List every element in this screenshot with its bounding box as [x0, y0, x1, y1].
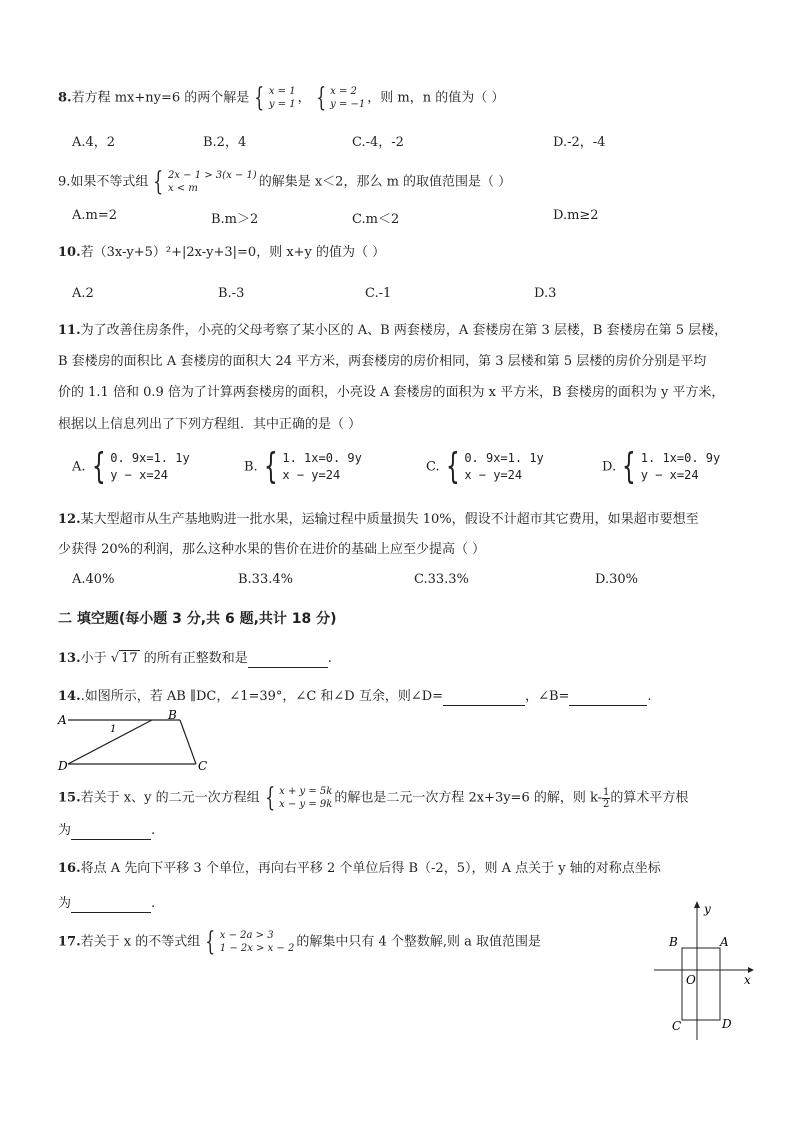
q12-option-b: B.33.4% — [238, 572, 293, 587]
label-y: y — [704, 902, 711, 916]
label-b: B — [168, 708, 177, 722]
q15-end: . — [151, 823, 156, 838]
q15-line-1 — [58, 785, 688, 811]
q12-option-d: D.30% — [595, 572, 638, 587]
q9-option-a: A.m=2 — [72, 208, 118, 223]
q8-option-b: B.2，4 — [203, 135, 247, 150]
q14-text-b: ，∠B= — [525, 689, 570, 704]
q15-sys-row2: x − y = 9k — [279, 799, 333, 810]
q11-option-b-label: B. — [244, 459, 258, 475]
q11-c-row2: x − y=24 — [464, 468, 523, 482]
q11-option-a — [72, 446, 192, 487]
q11-option-b — [244, 446, 364, 487]
q15-system: { x + y = 5k x − y = 9k — [264, 783, 333, 813]
q17-stem — [58, 929, 541, 955]
segment-bc — [180, 720, 196, 764]
q13-text-a: 小于 — [80, 651, 107, 666]
q9-text-b: 的解集是 x＜2，那么 m 的取值范围是（ ） — [258, 174, 512, 190]
q15-number: 15. — [58, 790, 81, 806]
q12-line-1-text: 某大型超市从生产基地购进一批水果，运输过程中质量损失 10%，假设不计超市其它费用，如果超市要想至 — [80, 512, 699, 527]
q8-text-b: ，则 m，n 的值为（ ） — [367, 90, 505, 106]
y-axis-arrow-icon — [694, 901, 700, 908]
q13-number: 13. — [58, 651, 81, 666]
q11-option-c — [426, 446, 546, 487]
q17-system: { x − 2a > 3 1 − 2x > x − 2 — [205, 927, 295, 957]
q16-line-1 — [58, 860, 661, 878]
q16-number: 16. — [58, 861, 81, 876]
q8-stem — [58, 85, 504, 111]
q10-option-a: A.2 — [72, 286, 94, 301]
q9-sys-row2: x < m — [167, 183, 198, 194]
q11-d-row1: 1. 1x=0. 9y — [640, 451, 721, 465]
q11-option-b-system: { 1. 1x=0. 9y x − y=24 — [264, 446, 362, 487]
q10-option-b: B.-3 — [218, 286, 245, 301]
q8-option-c: C.-4，-2 — [352, 135, 404, 150]
q17-text-b: 的解集中只有 4 个整数解,则 a 取值范围是 — [296, 934, 542, 950]
q8-sep: ， — [297, 90, 311, 106]
label-angle-1: 1 — [110, 724, 117, 735]
q15-line2-text: 为 — [58, 823, 72, 838]
label-origin: O — [686, 973, 696, 987]
q17-number: 17. — [58, 934, 81, 950]
q12-number: 12. — [58, 512, 81, 527]
label-x: x — [744, 973, 751, 987]
q14-answer-blank-b[interactable] — [569, 691, 647, 706]
q11-b-row2: x − y=24 — [282, 468, 341, 482]
q9-system: { 2x − 1 > 3(x − 1) x < m — [153, 167, 257, 197]
section-title-fill-in: 二 填空题(每小题 3 分,共 6 题,共计 18 分) — [58, 611, 337, 627]
q9-number: 9. — [58, 174, 71, 190]
q8-sys1-row1: x = 1 — [268, 86, 296, 97]
q10-number: 10. — [58, 245, 81, 260]
label-point-c: C — [672, 1019, 682, 1033]
q9-option-b: B.m＞2 — [211, 212, 259, 227]
q17-text-a: 若关于 x 的不等式组 — [80, 934, 201, 950]
q11-a-row2: y − x=24 — [110, 468, 169, 482]
q8-text-a: 若方程 mx+ny=6 的两个解是 — [71, 90, 250, 106]
label-point-a: A — [720, 935, 729, 949]
q14-trapezoid-figure — [56, 708, 206, 774]
q8-number: 8. — [58, 90, 72, 106]
q11-number: 11. — [58, 323, 81, 338]
q13-stem: 13.小于 √ 17 的所有正整数和是 . — [58, 651, 332, 666]
q14-stem — [58, 688, 652, 706]
q11-d-row2: y − x=24 — [640, 468, 699, 482]
q14-answer-blank-d[interactable] — [443, 691, 525, 706]
coordinate-figure — [652, 898, 756, 1044]
label-d: D — [58, 759, 68, 773]
q15-text-c: 的算术平方根 — [610, 790, 689, 806]
q12-line-2: 少获得 20%的利润，那么这种水果的售价在进价的基础上应至少提高（ ） — [58, 542, 486, 557]
q11-option-d-system: { 1. 1x=0. 9y y − x=24 — [622, 446, 721, 487]
q8-system-2: { x = 2 y = −1 — [315, 83, 366, 113]
q11-option-a-system: { 0. 9x=1. 1y y − x=24 — [91, 446, 190, 487]
q9-stem — [58, 169, 511, 195]
label-point-d: D — [722, 1017, 732, 1031]
q9-text-a: 如果不等式组 — [70, 174, 149, 190]
q17-sys-row1: x − 2a > 3 — [219, 930, 274, 941]
q11-option-a-label: A. — [72, 459, 86, 475]
q9-sys-row1: 2x − 1 > 3(x − 1) — [167, 170, 257, 181]
q11-option-d — [602, 446, 722, 487]
q11-b-row1: 1. 1x=0. 9y — [282, 451, 362, 465]
q8-system-1: { x = 1 y = 1 — [254, 83, 296, 113]
q13-answer-blank[interactable] — [248, 653, 328, 668]
q16-answer-blank[interactable] — [71, 898, 151, 913]
q13-text-b: 的所有正整数和是 — [143, 651, 248, 666]
q15-text-a: 若关于 x、y 的二元一次方程组 — [80, 790, 260, 806]
q16-line2-text: 为 — [58, 896, 72, 911]
q15-line-2 — [58, 822, 155, 840]
q8-sys2-row1: x = 2 — [330, 86, 357, 97]
q15-text-b: 的解也是二元一次方程 2x+3y=6 的解，则 k- — [334, 790, 603, 806]
q9-option-d: D.m≥2 — [553, 208, 599, 223]
q11-line-4: 根据以上信息列出了下列方程组．其中正确的是（ ） — [58, 417, 362, 432]
q16-text: 将点 A 先向下平移 3 个单位，再向右平移 2 个单位后得 B（-2，5），则 A 点关于 y 轴的对称点坐标 — [80, 861, 661, 876]
label-c: C — [198, 759, 208, 773]
q17-sys-row2: 1 − 2x > x − 2 — [219, 943, 295, 954]
q8-sys1-row2: y = 1 — [268, 99, 296, 110]
q12-option-c: C.33.3% — [414, 572, 469, 587]
q16-line-2 — [58, 895, 155, 913]
q12-option-a: A.40% — [72, 572, 115, 587]
q11-line-1-text: 为了改善住房条件，小亮的父母考察了某小区的 A、B 两套楼房，A 套楼房在第 3 层楼，B 套楼房在第 5 层楼， — [80, 323, 728, 338]
q11-option-c-label: C. — [426, 459, 440, 475]
q11-line-2: B 套楼房的面积比 A 套楼房的面积大 24 平方米，两套楼房的房价相同，第 3 层楼和第 5 层楼的房价分别是平均 — [58, 354, 707, 369]
q15-sys-row1: x + y = 5k — [279, 786, 333, 797]
q13-end: . — [327, 651, 332, 666]
q10-text: 若（3x-y+5）²+|2x-y+3|=0，则 x+y 的值为（ ） — [80, 245, 386, 260]
q8-sys2-row2: y = −1 — [330, 99, 366, 110]
q11-line-1 — [58, 322, 727, 340]
q8-option-d: D.-2，-4 — [553, 135, 606, 150]
q10-option-c: C.-1 — [365, 286, 392, 301]
q10-option-d: D.3 — [534, 286, 557, 301]
q8-option-a: A.4，2 — [72, 135, 116, 150]
q11-a-row1: 0. 9x=1. 1y — [110, 451, 190, 465]
q14-end: . — [647, 689, 652, 704]
q12-line-1 — [58, 511, 699, 529]
q15-frac-num: 1 — [603, 786, 610, 798]
label-point-b: B — [669, 935, 678, 949]
q13-radical: 17 — [121, 651, 138, 666]
q15-answer-blank[interactable] — [71, 825, 151, 840]
q14-text-a: .如图所示，若 AB ∥DC，∠1=39°，∠C 和∠D 互余，则∠D= — [80, 689, 444, 704]
q10-stem — [58, 244, 385, 262]
q14-number: 14. — [58, 689, 81, 704]
q11-option-c-system: { 0. 9x=1. 1y x − y=24 — [445, 446, 544, 487]
q11-option-d-label: D. — [602, 459, 617, 475]
q11-c-row1: 0. 9x=1. 1y — [464, 451, 544, 465]
q9-option-c: C.m＜2 — [352, 212, 400, 227]
q11-line-3: 价的 1.1 倍和 0.9 倍为了计算两套楼房的面积，小亮设 A 套楼房的面积为 x 平方米，B 套楼房的面积为 y 平方米， — [58, 385, 725, 400]
q15-frac-den: 2 — [603, 798, 610, 810]
label-a: A — [58, 713, 67, 727]
q16-end: . — [151, 896, 156, 911]
